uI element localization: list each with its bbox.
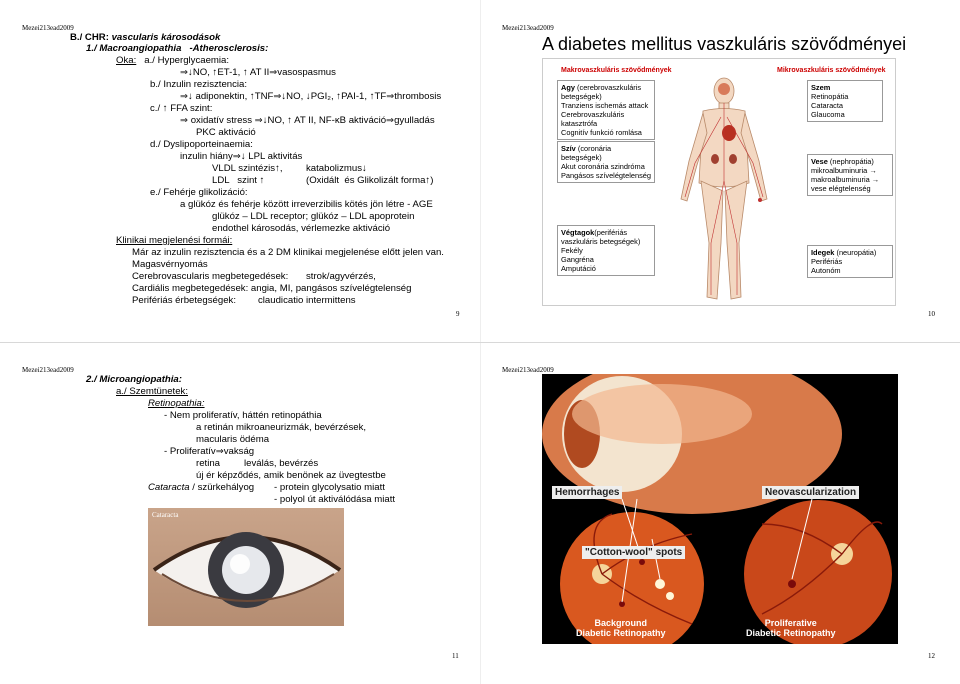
box-idegek-sub: (neuropátia) (836, 248, 877, 257)
box-sziv-item: Pangásos szívelégtelenség (561, 171, 651, 180)
retino-2: a retinán mikroaneurizmák, bevérzések, (196, 422, 367, 433)
slide-header: Mezei213ead2009 (502, 24, 554, 32)
item-b-1: ⇒↓ adiponektin, ↑TNF⇒↓NO, ↓PGI₂, ↑PAI-1, ↑TF⇒thrombosis (180, 91, 442, 102)
subtitle-2: -Atherosclerosis: (189, 43, 269, 54)
box-szem-item: Retinopátia (811, 92, 849, 101)
retino-6: új ér képződés, amik benönek az üvegtestbe (196, 470, 386, 481)
item-e-1: a glükóz és fehérje között irreverzibilis kötés jön létre - AGE (180, 199, 433, 210)
item-d: d./ Dyslipoporteinaemia: (150, 139, 253, 150)
box-vese-item: mikroalbuminuria → (811, 166, 877, 175)
slide-header: Mezei213ead2009 (22, 24, 74, 32)
clinical-2: Magasvérnyomás (132, 259, 208, 270)
item-c-1: ⇒ oxidatív stress ⇒↓NO, ↑ AT II, NF-κB aktiváció⇒gyulladás (180, 115, 435, 126)
clinical-1: Már az inzulin rezisztencia és a 2 DM klinikai megjelenése előtt jelen van. (132, 247, 444, 258)
box-vegtagok-item: Amputáció (561, 264, 596, 273)
retino-1: - Nem proliferatív, háttén retinopáthia (164, 410, 322, 421)
cataracta-2: - polyol út aktiválódása miatt (274, 494, 396, 505)
slide-header: Mezei213ead2009 (22, 366, 74, 374)
photo-label: Cataracta (152, 511, 179, 519)
vascular-complications-figure (542, 58, 896, 306)
retino-3: macularis ödéma (196, 434, 270, 445)
item-d-3b: (Oxidált és Glikolizált forma↑) (306, 175, 434, 186)
item-d-2a: VLDL szintézis↑, (212, 163, 283, 174)
eye-symptoms-label: a./ Szemtünetek: (116, 386, 188, 397)
box-sziv (557, 141, 655, 183)
box-vegtagok (557, 225, 655, 276)
clinical-5b: claudicatio intermittens (258, 295, 356, 306)
retino-4: - Proliferatív⇒vakság (164, 446, 255, 457)
box-vegtagok-item: Gangréna (561, 255, 594, 264)
clinical-5a: Perifériás érbetegségek: (132, 295, 236, 306)
box-agy-title: Agy (561, 83, 575, 92)
item-c: c./ ↑ FFA szint: (150, 103, 213, 114)
label-cotton-wool: "Cotton-wool" spots (582, 546, 685, 559)
clinical-4: Cardiális megbetegedések: angia, MI, pangásos szívelégtelenség (132, 283, 412, 294)
box-vegtagok-item: Fekély (561, 246, 583, 255)
item-e: e./ Fehérje glikolizáció: (150, 187, 248, 198)
page-number: 12 (928, 652, 935, 660)
box-idegek (807, 245, 893, 278)
box-vese-item: vese elégtelenség (811, 184, 871, 193)
micro-header: Mikrovaszkuláris szövődmények (777, 67, 886, 74)
slide-title: 2./ Microangiopathia: (86, 374, 182, 385)
box-sziv-sub: (coronária betegségek) (561, 144, 612, 162)
page-number: 11 (452, 652, 459, 660)
box-agy-sub: (cerebrovaszkuláris betegségek) (561, 83, 642, 101)
label-background (576, 618, 666, 638)
item-e-3: endothel károsodás, vérlemezke aktiváció (212, 223, 391, 234)
title-prefix: B./ CHR: (70, 32, 109, 43)
item-a: a./ Hyperglycaemia: (144, 55, 230, 66)
box-szem-title: Szem (811, 83, 831, 92)
horizontal-divider (0, 342, 960, 343)
label-neovascularization: Neovascularization (762, 486, 859, 499)
subtitle: 1./ Macroangiopathia (86, 43, 182, 54)
item-e-2: glükóz – LDL receptor; glükóz – LDL apoprotein (212, 211, 415, 222)
item-d-1: inzulin hiány⇒↓ LPL aktivitás (180, 151, 303, 162)
retino-5b: leválás, bevérzés (244, 458, 319, 469)
label-background-2: Diabetic Retinopathy (576, 628, 666, 638)
box-agy-item: Cerebrovaszkuláris katasztrófa (561, 110, 625, 128)
box-idegek-title: Idegek (811, 248, 835, 257)
retino-5a: retina (196, 458, 220, 469)
box-szem (807, 80, 883, 122)
item-d-2b: katabolizmus↓ (306, 163, 367, 174)
box-vese (807, 154, 893, 196)
clinical-label: Klinikai megjelenési formái: (116, 235, 233, 246)
box-vese-title: Vese (811, 157, 828, 166)
slide-header: Mezei213ead2009 (502, 366, 554, 374)
box-szem-item: Glaucoma (811, 110, 845, 119)
page-number: 10 (928, 310, 935, 318)
eye-illustration (148, 508, 344, 626)
label-proliferative-1: Proliferative (764, 618, 817, 628)
clinical-3a: Cerebrovascularis megbetegedések: (132, 271, 289, 282)
box-agy (557, 80, 655, 140)
box-sziv-title: Szív (561, 144, 576, 153)
eye-anatomy-illustration (542, 374, 898, 644)
item-d-3a: LDL szint ↑ (212, 175, 265, 186)
label-proliferative-2: Diabetic Retinopathy (746, 628, 836, 638)
oka-label: Oka: (116, 55, 137, 66)
cataracta-1: - protein glycolysatio miatt (274, 482, 385, 493)
retinopathia-label: Retinopathia: (148, 398, 205, 409)
page-number: 9 (456, 310, 460, 318)
slide-macroangiopathia (0, 0, 480, 342)
label-hemorrhages: Hemorrhages (552, 486, 622, 499)
macro-header: Makrovaszkuláris szövődmények (561, 67, 672, 74)
label-background-1: Background (594, 618, 648, 628)
box-vegtagok-sub: (perifériás vaszkuláris betegségek) (561, 228, 641, 246)
retina-figure (542, 374, 898, 644)
item-a-1: ⇒↓NO, ↑ET-1, ↑ AT II⇒vasospasmus (180, 67, 336, 78)
box-agy-item: Cognitív funkció romlása (561, 128, 642, 137)
box-vese-sub: (nephropátia) (829, 157, 874, 166)
slide-title: A diabetes mellitus vaszkuláris szövődményei (542, 34, 907, 54)
clinical-3b: strok/agyvérzés, (306, 271, 376, 282)
cataract-photo (148, 508, 344, 626)
box-vegtagok-title: Végtagok (561, 228, 595, 237)
box-agy-item: Tranziens ischemás attack (561, 101, 649, 110)
box-idegek-item: Autonóm (811, 266, 841, 275)
box-sziv-item: Akut coronária szindróma (561, 162, 645, 171)
item-b: b./ Inzulin rezisztencia: (150, 79, 248, 90)
human-body-figure (669, 73, 779, 305)
slide-title: vascularis károsodások (111, 32, 221, 43)
cataracta-label: Cataracta (148, 482, 190, 493)
cataracta-sub: / szürkehályog (192, 482, 255, 493)
label-proliferative (746, 618, 836, 638)
box-szem-item: Cataracta (811, 101, 844, 110)
item-c-2: PKC aktiváció (196, 127, 256, 138)
box-idegek-item: Perifériás (811, 257, 843, 266)
box-vese-item: makroalbuminuria → (811, 175, 880, 184)
